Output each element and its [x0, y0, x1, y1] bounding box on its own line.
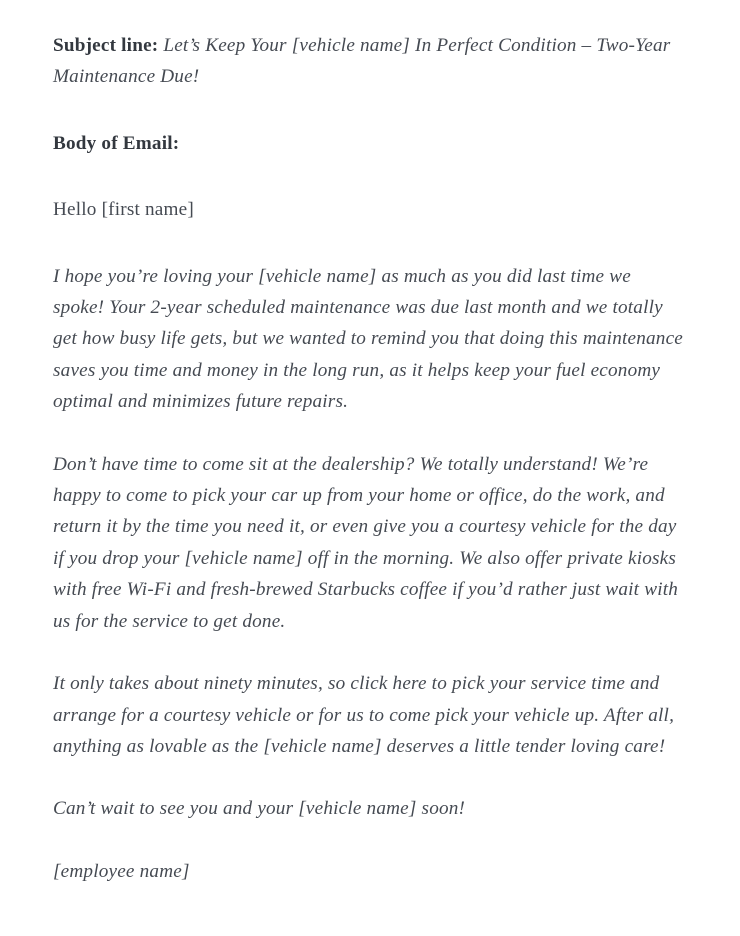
- greeting-line: Hello [first name]: [53, 199, 194, 221]
- signature-line: [employee name]: [53, 860, 190, 882]
- body-paragraph-1: I hope you’re loving your [vehicle name] as much as you did last time we spoke! Your 2-year scheduled maintenance was due last month and we totally get how busy life gets, but we wanted to remind you that doing this maintenance saves you time and money in the long run, as it helps keep your fuel economy optimal and minimizes future repairs.: [53, 265, 683, 413]
- subject-line-separator: :: [151, 35, 164, 56]
- body-paragraph-3: It only takes about ninety minutes, so click here to pick your service time and arrange for a courtesy vehicle or for us to come pick your vehicle up. After all, anything as lovable as the [vehicle name] deserves a little tender loving care!: [53, 673, 675, 757]
- email-template-document: [53, 30, 683, 887]
- subject-line-block: [53, 30, 683, 93]
- subject-line-label: Subject line: [53, 35, 152, 56]
- body-paragraph-4-closing: Can’t wait to see you and your [vehicle name] soon!: [53, 798, 466, 820]
- body-paragraph-2: Don’t have time to come sit at the dealership? We totally understand! We’re happy to come to pick your car up from your home or office, do the work, and return it by the time you need it, or even give you a courtesy vehicle for the day if you drop your [vehicle name] off in the morning. We also offer private kiosks with free Wi-Fi and fresh-brewed Starbucks coffee if you’d rather just wait with us for the service to get done.: [53, 453, 679, 632]
- subject-line-text: Let’s Keep Your [vehicle name] In Perfect Condition – Two-Year Maintenance Due!: [53, 35, 671, 88]
- body-of-email-heading: Body of Email:: [53, 132, 180, 154]
